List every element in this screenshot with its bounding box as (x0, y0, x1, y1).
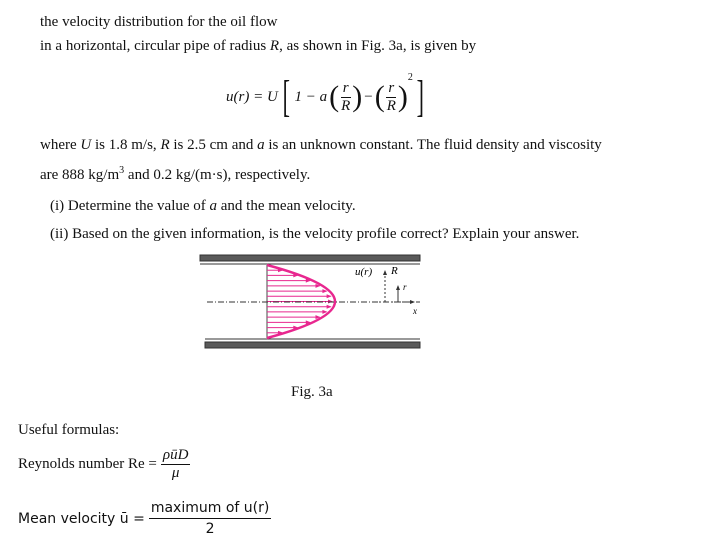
label-u-of-r: u(r) (355, 266, 373, 278)
question-2: (ii) Based on the given information, is the velocity profile correct? Explain your answer. (50, 226, 580, 242)
where-line-1: where U is 1.8 m/s, R is 2.5 cm and a is an unknown constant. The fluid density and viscosity (40, 137, 602, 153)
pipe-bottom-wall (205, 342, 420, 348)
label-r: r (403, 282, 407, 292)
where-line-2: are 888 $kg/m^3$ and 0.2 kg/(m·s), respectively. (40, 165, 311, 183)
reynolds-fraction: $\frac{\text{ρūD}}{\mu}$ (162, 447, 189, 481)
equation-lhs: u(r) = U (226, 88, 278, 105)
label-R: R (391, 265, 398, 277)
mean-velocity-fraction: $\frac{\text{maximum of u(r)}}{2}$ (150, 500, 270, 537)
velocity-arrowhead (327, 305, 332, 309)
bracket-left: [ (282, 72, 290, 121)
figure-caption: Fig. 3a (291, 384, 333, 400)
pipe-top-wall (200, 255, 420, 261)
intro-line-1: the velocity distribution for the oil flow (40, 14, 278, 30)
label-x: x (413, 306, 417, 316)
formulas-heading: Useful formulas: (18, 422, 120, 438)
axis-r-arrowhead (383, 270, 387, 275)
mean-velocity-formula: Mean velocity ū = $\frac{\text{maximum of u(r)}}{2}$ (18, 500, 270, 537)
pipe-flow-figure (195, 250, 430, 360)
bracket-right: ] (416, 72, 424, 121)
question-1: (i) Determine the value of a and the mean velocity. (50, 198, 356, 214)
intro-line-2: in a horizontal, circular pipe of radius R, as shown in Fig. 3a, is given by (40, 38, 477, 54)
fraction-r-over-R-2: $\frac{r}{R}$ (386, 79, 396, 114)
exponent: 2 (407, 72, 413, 83)
fraction-r-over-R-1: $\frac{r}{R}$ (341, 79, 351, 114)
reynolds-formula: Reynolds number Re = $\frac{\text{ρūD}}{\mu}$ (18, 447, 189, 481)
velocity-arrowhead (327, 294, 332, 298)
velocity-equation: u(r) = U [ 1 − a ( $\frac{r}{R}$ ) − ( $\frac{r}{R}$ ) $^2$ ] (226, 72, 424, 121)
axis-x-arrowhead (410, 300, 415, 304)
